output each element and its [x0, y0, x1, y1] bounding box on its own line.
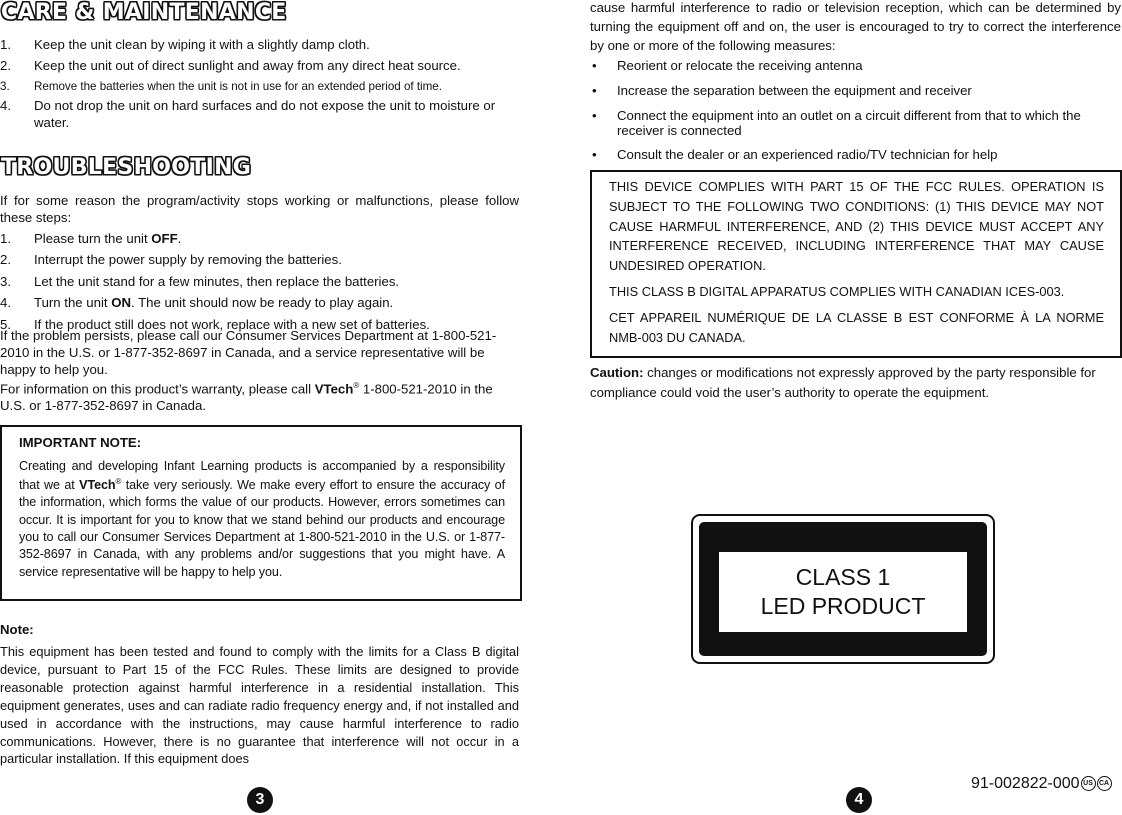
fcc-continuation: cause harmful interference to radio or television reception, which can be determined by turning the equipment off and on, the user is encouraged to try to correct the interference by one or more of the following measures: [590, 0, 1121, 54]
us-flag-icon: US [1081, 776, 1096, 791]
troubleshooting-heading: TROUBLESHOOTING [1, 155, 252, 180]
list-item: • Reorient or relocate the receiving antenna [592, 58, 863, 73]
fcc-compliance-box [590, 170, 1122, 358]
troubleshooting-steps [0, 230, 520, 337]
note-body: This equipment has been tested and found to comply with the limits for a Class B digital device, pursuant to Part 15 of the FCC Rules. These limits are designed to provide reasonable protection against harmful interference in a residential installation. This equipment generates, uses and can radiate radio frequency energy and, if not installed and used in accordance with the instructions, may cause harmful interference to radio communications. However, there is no guarantee that interference will not occur in a particular installation. If this equipment does [0, 644, 519, 767]
care-list [0, 36, 520, 136]
registered-mark: ® [115, 476, 122, 486]
important-note-title: IMPORTANT NOTE: [19, 435, 142, 450]
warranty-paragraph: For information on this product’s warranty, please call VTech® 1-800-521-2010 in the U.S. or 1-877-352-8697 in Canada. [0, 381, 493, 414]
ices-statement: THIS CLASS B DIGITAL APPARATUS COMPLIES WITH CANADIAN ICES-003. [609, 284, 1065, 300]
off-keyword: OFF [151, 231, 178, 246]
list-item: 4. Turn the unit ON. The unit should now be ready to play again. [0, 295, 394, 311]
vtech-brand: VTech [314, 381, 354, 397]
list-item: 2. Keep the unit out of direct sunlight and away from any direct heat source. [0, 58, 461, 74]
led-product-label [691, 514, 995, 664]
led-label-line1: CLASS 1 [795, 564, 891, 591]
list-item: 4. Do not drop the unit on hard surfaces and do not expose the unit to moisture or water. [0, 98, 496, 131]
list-item: 3. Remove the batteries when the unit is not in use for an extended period of time. [0, 79, 442, 93]
list-item: 2. Interrupt the power supply by removing the batteries. [0, 252, 342, 268]
list-item: • Increase the separation between the equipment and receiver [592, 83, 972, 99]
page-number-left: 3 [247, 787, 273, 813]
vtech-brand: VTech [79, 477, 116, 492]
important-note-body: Creating and developing Infant Learning products is accompanied by a responsibility that we at VTech® take very seriously. We make every effort to ensure the accuracy of the information, which forms the value of our products. However, errors sometimes can occur. It is important for you to know that we stand behind our products and encourage you to call our Consumer Services Department at 1-800-521-2010 in the U.S. or 1-877-352-8697 in Canada, with any problems and/or suggestions that you might have. A service representative will be happy to help you. [19, 459, 505, 579]
ca-flag-icon: CA [1097, 776, 1112, 791]
on-keyword: ON [111, 295, 131, 311]
list-item: • Connect the equipment into an outlet on a circuit different from that to which the receiver is connected [592, 107, 1081, 139]
list-item: • Consult the dealer or an experienced radio/TV technician for help [592, 147, 998, 163]
part-number [971, 773, 1112, 794]
page-number-right: 4 [846, 787, 872, 813]
troubleshooting-intro: If for some reason the program/activity stops working or malfunctions, please follow these steps: [0, 193, 519, 226]
fcc-statement: THIS DEVICE COMPLIES WITH PART 15 OF THE FCC RULES. OPERATION IS SUBJECT TO THE FOLLOWING TWO CONDITIONS: (1) THIS DEVICE MAY NOT CAUSE HARMFUL INTERFERENCE, AND (2) THIS DEVICE MUST ACCEPT ANY INTERFERENCE RECEIVED, INCLUDING INTERFERENCE THAT MAY CAUSE UNDESIRED OPERATION. [609, 179, 1104, 274]
care-heading: CARE & MAINTENANCE [1, 0, 287, 25]
interference-measures [590, 57, 1122, 172]
list-item: 5. If the product still does not work, replace with a new set of batteries. [0, 316, 430, 332]
important-note-box [0, 425, 522, 601]
note-title: Note: [0, 622, 34, 637]
nmb-statement: CET APPAREIL NUMÉRIQUE DE LA CLASSE B EST CONFORME À LA NORME NMB-003 DU CANADA. [609, 309, 1104, 345]
persist-paragraph: If the problem persists, please call our Consumer Services Department at 1-800-521-2010 in the U.S. or 1-877-352-8697 in Canada, and a service representative will be happy to help you. [0, 328, 497, 377]
led-label-line2: LED PRODUCT [760, 593, 926, 619]
led-label-frame [699, 522, 987, 656]
caution-paragraph: Caution: changes or modifications not expressly approved by the party responsible for compliance could void the user’s authority to operate the equipment. [590, 365, 1096, 401]
caution-label: Caution: [590, 365, 644, 380]
list-item: 1. Keep the unit clean by wiping it with a slightly damp cloth. [0, 37, 370, 52]
list-item: 3. Let the unit stand for a few minutes, then replace the batteries. [0, 273, 400, 289]
registered-mark: ® [353, 381, 360, 390]
list-item: 1. Please turn the unit OFF. [0, 231, 182, 246]
part-number-text: 91-002822-000 [971, 775, 1080, 792]
led-label-text [719, 552, 967, 632]
